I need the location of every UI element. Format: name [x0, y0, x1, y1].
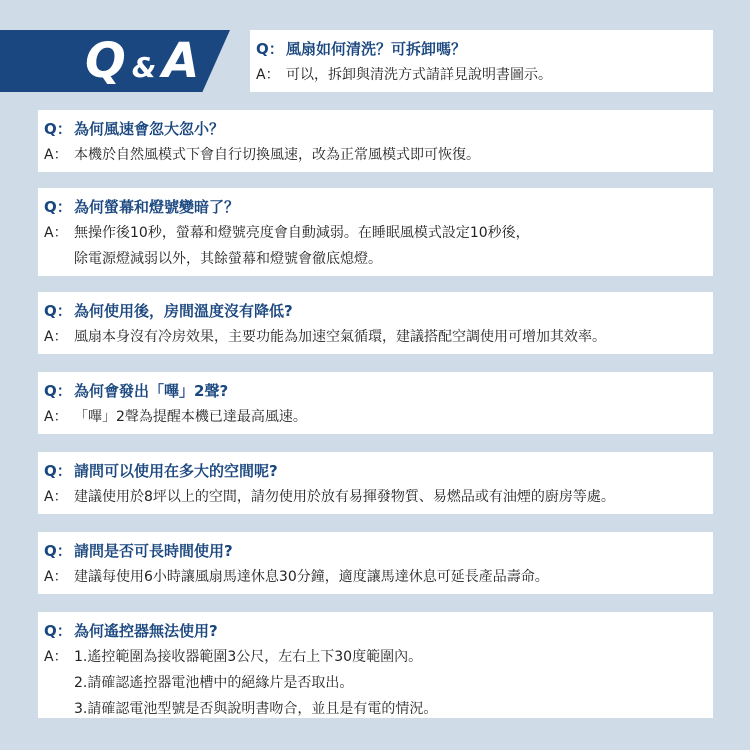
faq-question: Q： 請問是否可長時間使用? [44, 542, 233, 560]
faq-question: Q： 為何會發出「嗶」2聲? [44, 382, 229, 400]
faq-answer-line: 3.請確認電池型號是否與說明書吻合，並且是有電的情況。 [74, 701, 438, 717]
faq-answer: A： 建議每使用6小時讓風扇馬達休息30分鐘，適度讓馬達休息可延長產品壽命。 [44, 569, 549, 585]
faq-question: Q： 為何使用後，房間溫度沒有降低? [44, 302, 293, 320]
faq-question: Q： 風扇如何清洗？可拆卸嗎？ [256, 40, 467, 58]
faq-question: Q： 為何遙控器無法使用? [44, 622, 218, 640]
faq-card [38, 372, 713, 434]
faq-question: Q： 為何風速會忽大忽小？ [44, 120, 225, 138]
faq-answer: A： 建議使用於8坪以上的空間，請勿使用於放有易揮發物質、易燃品或有油煙的廚房等處。 [44, 489, 615, 505]
faq-question: Q： 請問可以使用在多大的空間呢? [44, 462, 278, 480]
faq-card [250, 30, 713, 92]
faq-answer-line: 2.請確認遙控器電池槽中的絕緣片是否取出。 [74, 675, 354, 691]
faq-answer: A： 1.遙控範圍為接收器範圍3公尺，左右上下30度範圍內。 [44, 649, 423, 665]
faq-card [38, 612, 713, 718]
faq-answer: A： 本機於自然風模式下會自行切換風速，改為正常風模式即可恢復。 [44, 147, 480, 163]
faq-answer-line: 除電源燈減弱以外，其餘螢幕和燈號會徹底熄燈。 [74, 251, 382, 267]
faq-answer: A： 「嗶」2聲為提醒本機已達最高風速。 [44, 409, 307, 425]
faq-card [38, 532, 713, 594]
faq-answer: A： 風扇本身沒有冷房效果，主要功能為加速空氣循環，建議搭配空調使用可增加其效率。 [44, 329, 606, 345]
qa-title-amp: & [131, 51, 157, 84]
faq-answer: A： 可以，拆卸與清洗方式請詳見說明書圖示。 [256, 67, 552, 83]
faq-card [38, 110, 713, 172]
qa-title [85, 30, 199, 92]
faq-question: Q： 為何螢幕和燈號變暗了？ [44, 198, 240, 216]
faq-answer: A： 無操作後10秒，螢幕和燈號亮度會自動減弱。在睡眠風模式設定10秒後， [44, 225, 530, 241]
faq-card [38, 292, 713, 354]
faq-card [38, 188, 713, 276]
qa-title-q: Q [85, 33, 126, 89]
faq-card [38, 452, 713, 514]
qa-title-a: A [162, 33, 200, 89]
